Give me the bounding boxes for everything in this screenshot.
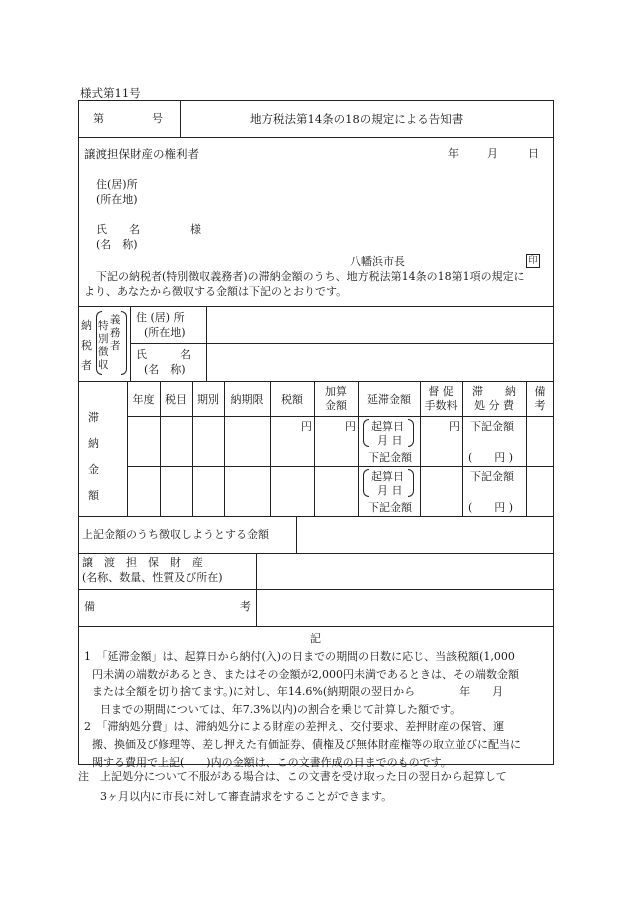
collateral-label: 譲 渡 担 保 財 産: [82, 556, 203, 569]
date-month: 月: [487, 147, 498, 160]
listed-amount-2: 下記金額: [368, 501, 412, 514]
month-day-2: 月 日: [377, 484, 403, 497]
disp-listed-1: 下記金額: [470, 420, 514, 433]
notes-heading: 記: [310, 632, 321, 645]
date-year: 年: [448, 147, 459, 160]
collateral-sub: (名称、数量、性質及び所在): [82, 571, 223, 584]
taxpayer-name-label: 氏 名: [136, 348, 191, 361]
recipient-address-label: 住(居)所: [96, 178, 138, 191]
recipient-address-sub: (所在地): [96, 193, 138, 206]
footer-line1: 注 上記処分について不服がある場合は、この文書を受け取った日の翌日から起算して: [78, 770, 507, 783]
listed-amount-1: 下記金額: [368, 451, 412, 464]
col-tax-item: 税目: [165, 393, 187, 406]
notice-body-line2: より、あなたから徴収する金額は下記のとおりです。: [84, 285, 348, 298]
calc-start-2: 起算日: [371, 470, 404, 483]
arrears-side-label: 滞 納 金 額: [88, 411, 99, 502]
taxpayer-name-sub: (名 称): [144, 363, 186, 376]
disp-paren-yen-1: ( 円 ): [468, 451, 514, 464]
number-label-right: 号: [152, 112, 163, 125]
col-delinquency: 延滞金額: [367, 393, 411, 406]
col-tax-amount: 税額: [281, 393, 303, 406]
col-period: 期別: [197, 393, 219, 406]
seal-mark: 印: [526, 254, 540, 268]
col-disposition: 滞 納 処 分 費: [472, 385, 516, 412]
taxpayer-side-label: 納 税 者: [81, 319, 92, 372]
remarks-label-right: 考: [240, 600, 251, 613]
taxpayer-side-sub-a: 特 別 徴 収: [98, 320, 109, 371]
disp-listed-2: 下記金額: [470, 470, 514, 483]
calc-start-1: 起算日: [371, 420, 404, 433]
recipient-honorific: 様: [190, 223, 201, 236]
taxpayer-address-label: 住 (居) 所: [136, 311, 185, 324]
col-fee: 督 促 手数料: [424, 385, 458, 412]
month-day-1: 月 日: [377, 434, 403, 447]
yen-fee: 円: [449, 420, 460, 433]
taxpayer-address-sub: (所在地): [144, 326, 186, 339]
page-title: 地方税法第14条の18の規定による告知書: [250, 112, 464, 126]
issuer: 八幡浜市長: [350, 255, 405, 268]
form-number: 様式第11号: [80, 86, 141, 100]
recipient-name-label: 氏 名: [96, 223, 140, 236]
col-remarks: 備 考: [534, 385, 546, 412]
footer-line2: 3ヶ月以内に市長に対して審査請求をすることができます。: [100, 790, 393, 803]
col-surcharge: 加算 金額: [325, 385, 347, 412]
notice-body-line1: 下記の納税者(特別徴収義務者)の滞納金額のうち、地方税法第14条の18第1項の規定に: [96, 270, 525, 283]
notes-body: 1 「延滞金額」は、起算日から納付(入)の日までの期間の日数に応じ、当該税額(1,000 円未満の端数があるとき、またはその金額が2,000円未満であるときは、その端数金額 または全額を切り捨てます。)に対し、年14.6%(納期限の翌日から 年 月 日までの期間については、年7.3%以内)の割合を乗じて計算した額です。 2 「滞納処分費」は、滞納処分による財産の差押え、交付要求、差押財産の保管、運 搬、換価及び修理等、差し押えた有価証券、債権及び無体財産権等の取立並びに配当に 関する費用で上記( )内の金額は、この文書作成の日までのものです。: [84, 650, 521, 769]
remarks-label-left: 備: [84, 600, 95, 613]
number-label-left: 第: [93, 112, 104, 125]
date-day: 日: [528, 147, 539, 160]
col-year: 年度: [132, 393, 155, 406]
yen-surcharge: 円: [345, 420, 356, 433]
collect-label: 上記金額のうち徴収しようとする金額: [82, 528, 269, 541]
recipient-label: 譲渡担保財産の権利者: [84, 147, 199, 161]
yen-tax: 円: [301, 420, 312, 433]
col-due-date: 納期限: [230, 393, 264, 406]
taxpayer-side-sub-b: 義 務 者: [110, 314, 121, 352]
recipient-name-sub: (名 称): [96, 238, 138, 251]
disp-paren-yen-2: ( 円 ): [468, 501, 514, 514]
